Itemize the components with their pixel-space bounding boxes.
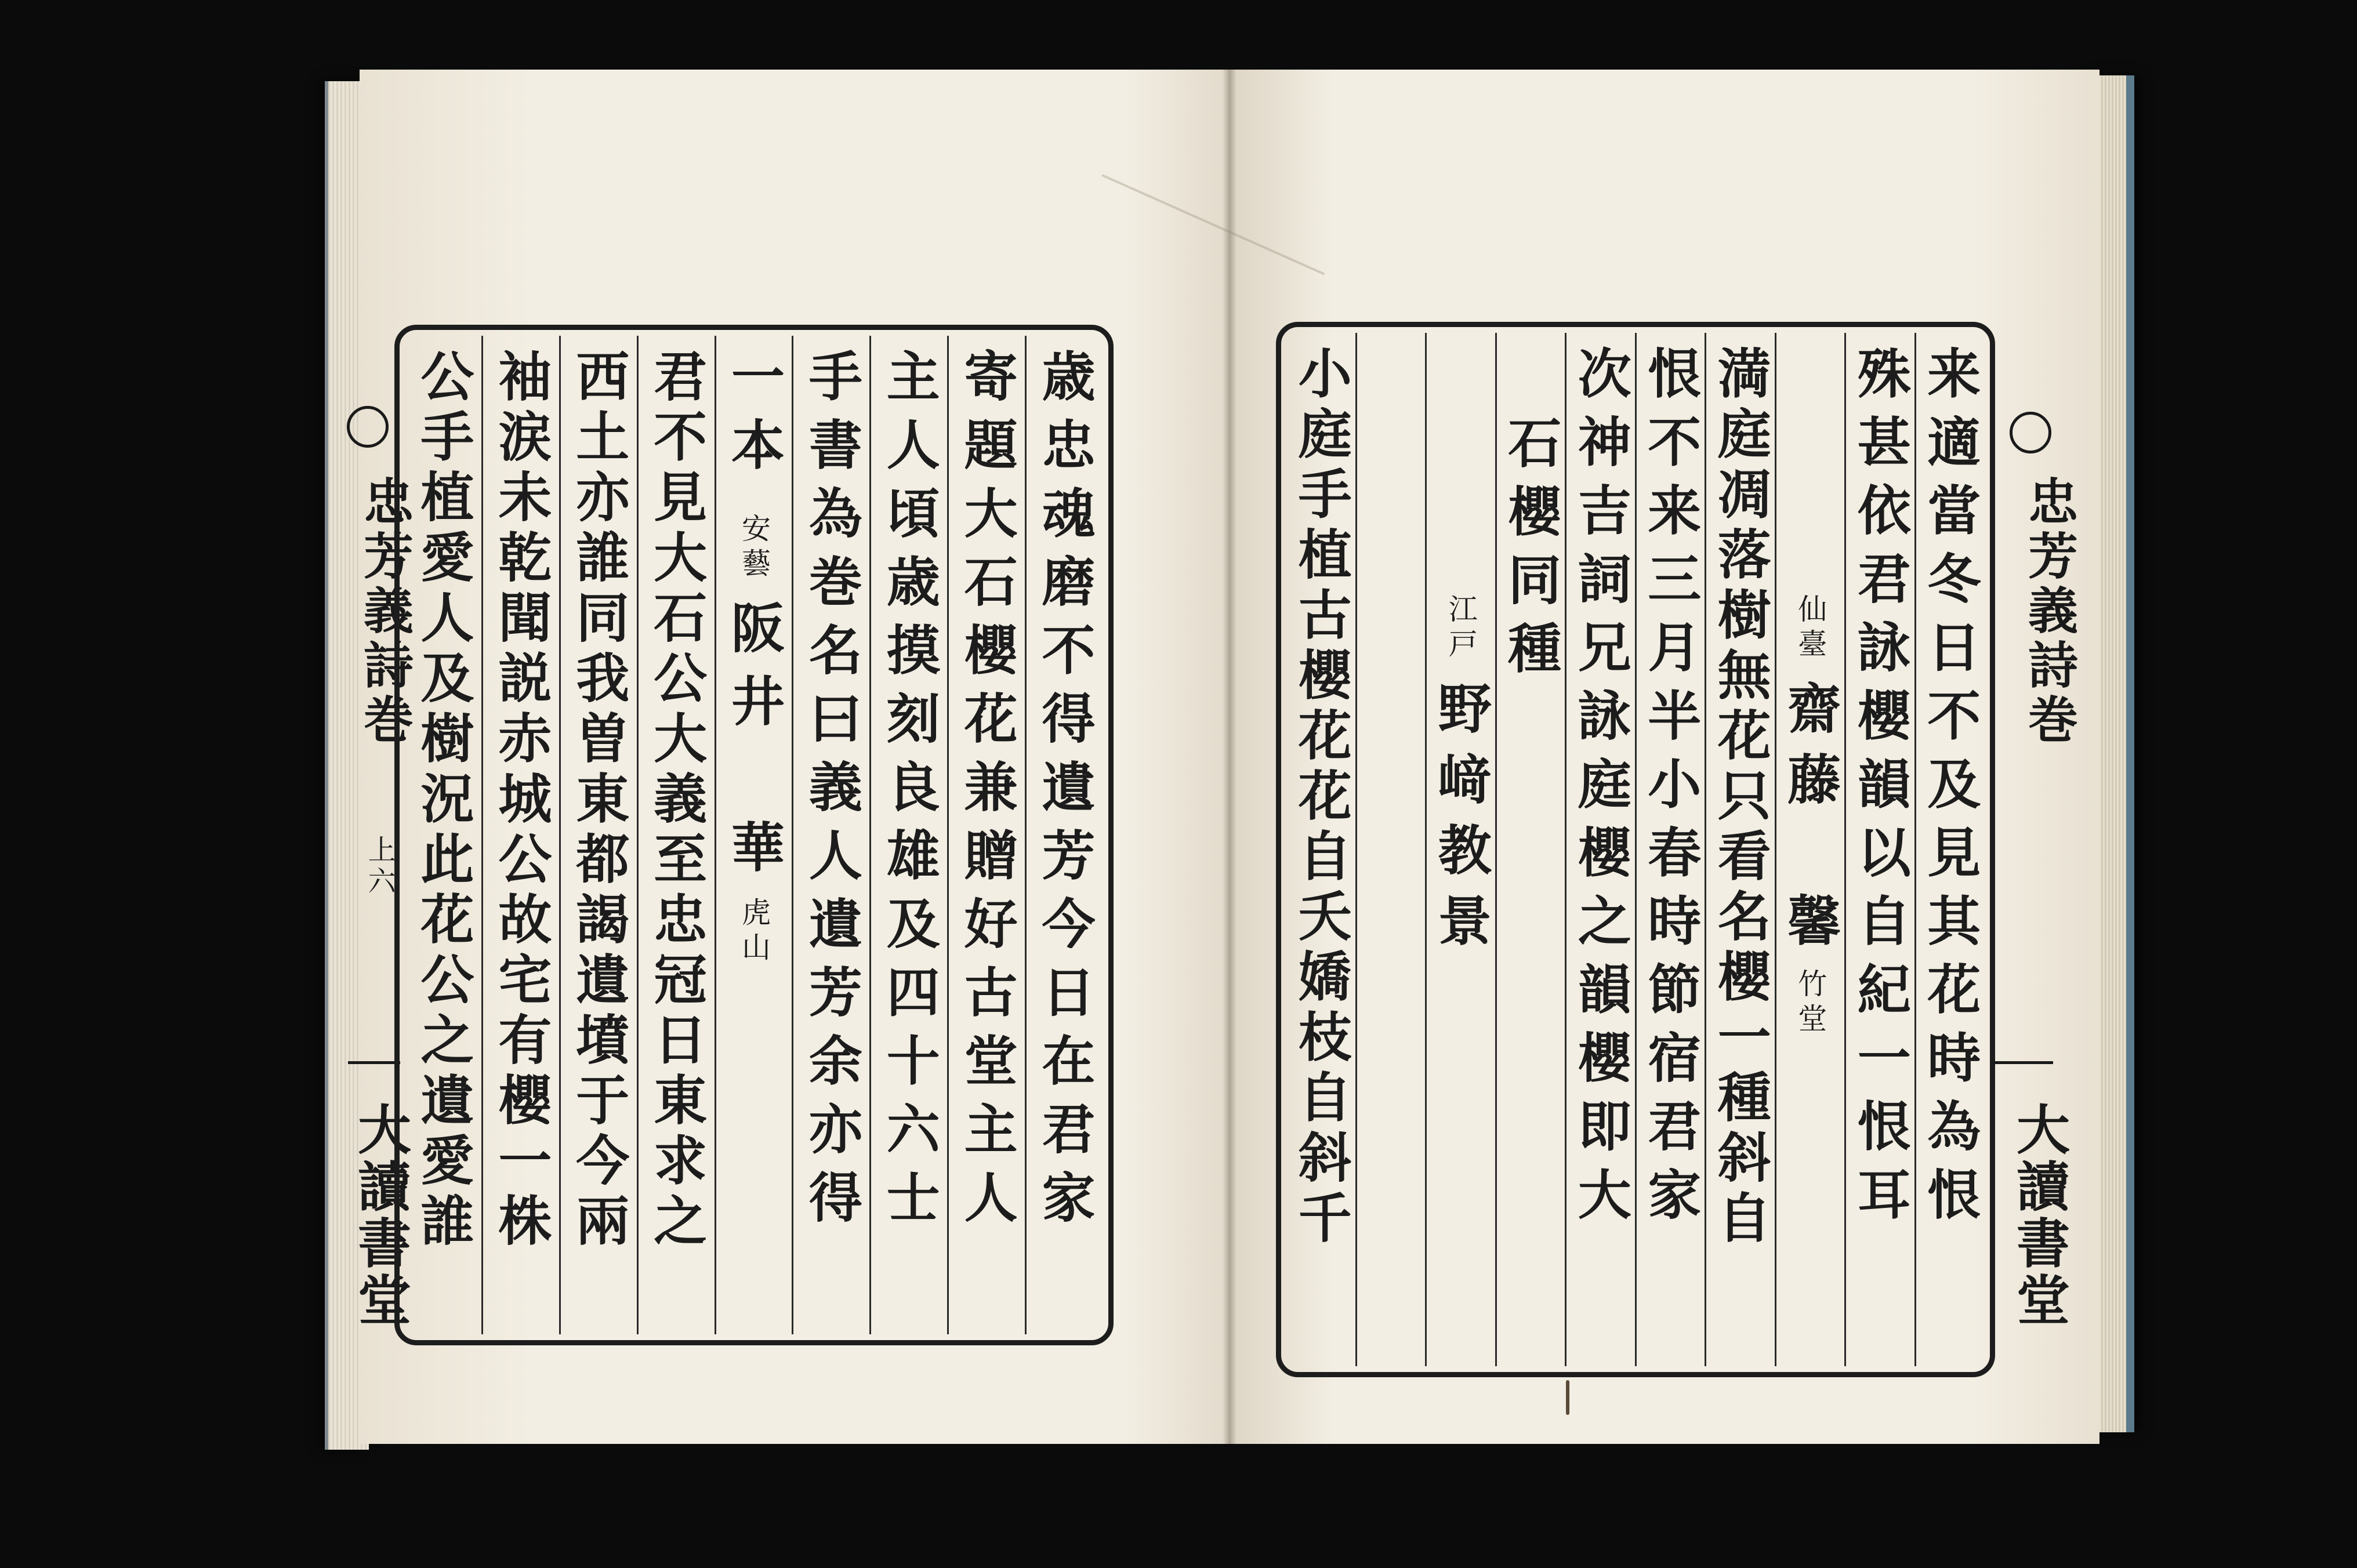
author-column [1775,333,1845,1366]
right-margin-title: 忠芳義詩巻 [2019,476,2078,748]
author-name: 齋藤 馨 [1779,681,1842,964]
text-column [869,336,947,1334]
text-column [1025,336,1103,1334]
text-column [1287,333,1355,1366]
left-margin-title: 忠芳義詩巻 [355,476,414,748]
text-column [1705,333,1775,1366]
text-column [1635,333,1705,1366]
text-column [559,336,637,1334]
text-column [637,336,715,1334]
fold-circle-mark-right [2010,412,2051,453]
column-text: 西土亦誰同我曽東都謁遺墳于今兩 [567,349,630,1253]
author-name: 野﨑教景 [1429,681,1492,964]
author-place: 安藝 [737,513,771,583]
column-text: 一本 [722,349,785,485]
left-margin-page-number: 上六 [363,835,396,898]
text-column [405,336,481,1334]
right-margin-rule [1995,1061,2053,1064]
column-text: 来適當冬日不及見其花時為恨 [1919,346,1982,1235]
column-text: 手書為巻名曰義人遺芳余亦得 [800,349,863,1238]
text-column [1914,333,1985,1366]
ink-mark [1566,1380,1569,1415]
text-column [1565,333,1635,1366]
column-text: 小庭手植古櫻花花自夭嬌枝自斜千 [1289,346,1352,1250]
column-text: 満庭凋落樹無花只看名櫻一種斜自 [1709,346,1772,1250]
right-columns [1287,333,1984,1366]
author-place: 江戸 [1444,594,1478,663]
left-margin-rule [348,1061,400,1064]
text-column [1355,333,1426,1366]
column-text: 石櫻同種 [1499,415,1562,689]
text-column [481,336,559,1334]
text-column [947,336,1025,1334]
author-column [1425,333,1495,1366]
left-columns [405,336,1103,1334]
author-name: 阪井 華 [722,600,785,892]
author-alias: 竹堂 [1793,968,1827,1038]
right-text-frame [1276,322,1995,1377]
author-alias: 虎山 [737,897,771,967]
column-text: 恨不来三月半小春時節宿君家 [1639,346,1702,1235]
left-text-frame [394,325,1114,1345]
fold-circle-mark-left [347,406,389,448]
column-text: 公手植愛人及樹況此花公之遺愛誰 [412,349,475,1253]
text-column [1844,333,1914,1366]
column-text: 寄題大石櫻花兼贈好古堂主人 [955,349,1018,1238]
text-column [792,336,869,1334]
left-margin-publisher: 大讀書堂 [349,1102,412,1329]
text-column [1495,333,1565,1366]
book-gutter [1223,70,1236,1444]
right-margin-publisher: 大讀書堂 [2008,1102,2070,1329]
column-text: 袖涙未乾聞説赤城公故宅有櫻一株 [489,349,553,1253]
column-text: 殊甚依君詠櫻韻以自紀一恨耳 [1848,346,1912,1235]
column-text: 主人頃歳摸刻良雄及四十六士 [877,349,941,1238]
column-text: 歳忠魂磨不得遺芳今日在君家 [1033,349,1096,1238]
author-place: 仙臺 [1793,594,1827,663]
column-text: 次神吉詞兄詠庭櫻之韻櫻即大 [1569,346,1632,1235]
author-column [715,336,792,1334]
column-text: 君不見大石公大義至忠冠日東求之 [645,349,708,1253]
